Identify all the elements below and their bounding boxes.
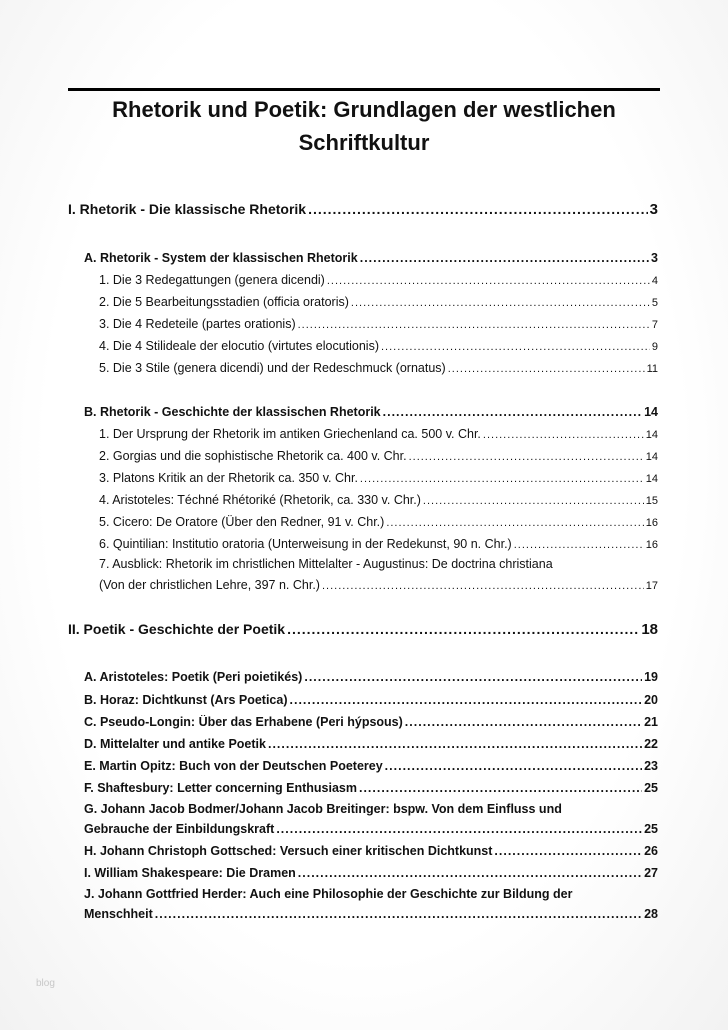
- toc-entry[interactable]: H. Johann Christoph Gottsched: Versuch einer kritischen Dichtkunst ..... 26: [84, 844, 658, 858]
- toc-entry[interactable]: 2. Die 5 Bearbeitungsstadien (officia oratoris) ..... 5: [99, 295, 658, 309]
- toc-entry[interactable]: Menschheit ..... 28: [84, 907, 658, 921]
- watermark: blog: [36, 978, 55, 989]
- toc-entry[interactable]: 1. Der Ursprung der Rhetorik im antiken Griechenland ca. 500 v. Chr. ..... 14: [99, 427, 658, 441]
- title-line-1: Rhetorik und Poetik: Grundlagen der westlichen: [112, 97, 616, 122]
- toc-entry[interactable]: A. Aristoteles: Poetik (Peri poietikés) ..... 19: [84, 670, 658, 684]
- toc-entry[interactable]: F. Shaftesbury: Letter concerning Enthusiasm ..... 25: [84, 781, 658, 795]
- toc-entry-part-1b[interactable]: B. Rhetorik - Geschichte der klassischen Rhetorik ..... 14: [84, 405, 658, 419]
- toc-entry[interactable]: E. Martin Opitz: Buch von der Deutschen Poeterey ..... 23: [84, 759, 658, 773]
- toc-entry[interactable]: 2. Gorgias und die sophistische Rhetorik ca. 400 v. Chr. ..... 14: [99, 449, 658, 463]
- title-rule: [68, 88, 660, 91]
- toc-entry[interactable]: 4. Die 4 Stilideale der elocutio (virtutes elocutionis) ..... 9: [99, 339, 658, 353]
- toc-entry-part-2[interactable]: II. Poetik - Geschichte der Poetik ..... 18: [68, 621, 658, 638]
- toc-entry[interactable]: 3. Platons Kritik an der Rhetorik ca. 350 v. Chr. ..... 14: [99, 471, 658, 485]
- toc-entry[interactable]: 6. Quintilian: Institutio oratoria (Unterweisung in der Redekunst, 90 n. Chr.) ..... 16: [99, 537, 658, 551]
- title-line-2: Schriftkultur: [298, 130, 430, 155]
- toc-entry[interactable]: 5. Die 3 Stile (genera dicendi) und der Redeschmuck (ornatus) ..... 11: [99, 361, 658, 375]
- toc-entry-line1[interactable]: G. Johann Jacob Bodmer/Johann Jacob Breitinger: bspw. Von dem Einfluss und: [84, 802, 562, 816]
- toc-entry[interactable]: C. Pseudo-Longin: Über das Erhabene (Peri hýpsous) ..... 21: [84, 715, 658, 729]
- toc-entry[interactable]: D. Mittelalter und antike Poetik ..... 22: [84, 737, 658, 751]
- toc-entry[interactable]: 4. Aristoteles: Téchné Rhétoriké (Rhetorik, ca. 330 v. Chr.) ..... 15: [99, 493, 658, 507]
- toc-entry-part-1[interactable]: I. Rhetorik - Die klassische Rhetorik ..... 3: [68, 201, 658, 218]
- toc-entry-line1[interactable]: J. Johann Gottfried Herder: Auch eine Philosophie der Geschichte zur Bildung der: [84, 887, 573, 901]
- toc-entry[interactable]: (Von der christlichen Lehre, 397 n. Chr.) ..... 17: [99, 578, 658, 592]
- toc-entry-line1[interactable]: 7. Ausblick: Rhetorik im christlichen Mittelalter - Augustinus: De doctrina christiana: [99, 557, 553, 571]
- toc-entry[interactable]: 1. Die 3 Redegattungen (genera dicendi) ..... 4: [99, 273, 658, 287]
- toc-entry[interactable]: 3. Die 4 Redeteile (partes orationis) ..... 7: [99, 317, 658, 331]
- toc-entry[interactable]: 5. Cicero: De Oratore (Über den Redner, 91 v. Chr.) ..... 16: [99, 515, 658, 529]
- toc-entry[interactable]: I. William Shakespeare: Die Dramen ..... 27: [84, 866, 658, 880]
- toc-entry[interactable]: B. Horaz: Dichtkunst (Ars Poetica) ..... 20: [84, 693, 658, 707]
- toc-entry[interactable]: Gebrauche der Einbildungskraft ..... 25: [84, 822, 658, 836]
- document-title: [68, 93, 660, 159]
- toc-entry-part-1a[interactable]: A. Rhetorik - System der klassischen Rhetorik ..... 3: [84, 251, 658, 265]
